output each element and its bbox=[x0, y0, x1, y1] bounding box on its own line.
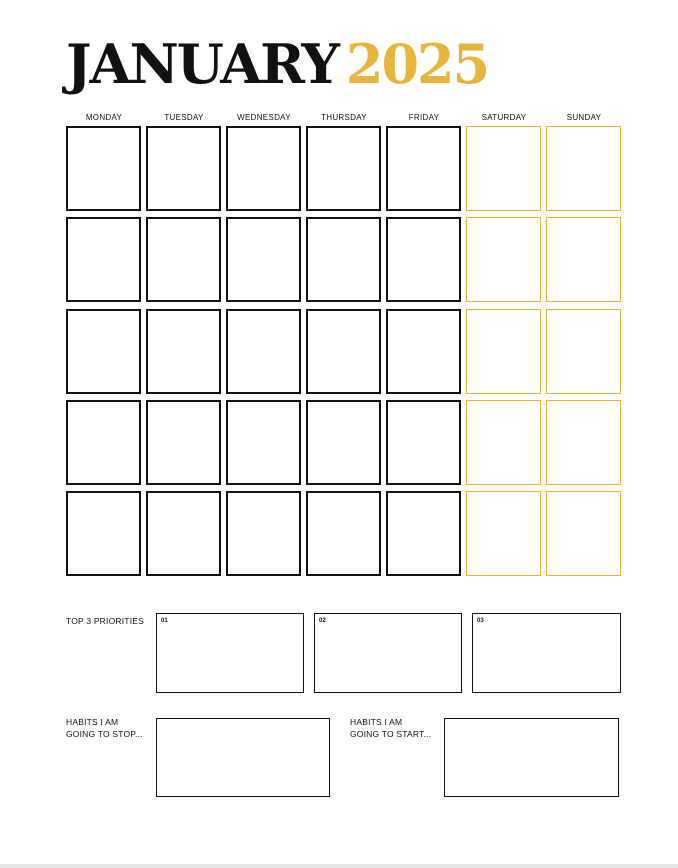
habits-stop-line1: HABITS I AM bbox=[66, 717, 119, 727]
calendar-day-cell[interactable] bbox=[226, 126, 301, 211]
habits-start-box[interactable] bbox=[444, 718, 619, 797]
calendar-day-cell[interactable] bbox=[466, 491, 541, 576]
calendar-day-cell[interactable] bbox=[226, 400, 301, 485]
weekday-label: MONDAY bbox=[85, 113, 123, 122]
weekday-label: THURSDAY bbox=[321, 113, 367, 122]
calendar-day-cell[interactable] bbox=[146, 491, 221, 576]
priority-box-1[interactable] bbox=[156, 613, 304, 693]
weekday-label: WEDNESDAY bbox=[237, 113, 291, 122]
weekday-label: SATURDAY bbox=[481, 113, 527, 122]
calendar-day-cell[interactable] bbox=[146, 400, 221, 485]
calendar-day-cell[interactable] bbox=[146, 126, 221, 211]
calendar-day-cell[interactable] bbox=[226, 309, 301, 394]
calendar-day-cell[interactable] bbox=[66, 491, 141, 576]
weekday-label: FRIDAY bbox=[408, 113, 440, 122]
page-title bbox=[66, 34, 488, 94]
calendar-day-cell[interactable] bbox=[146, 217, 221, 302]
title-month: JANUARY bbox=[66, 32, 338, 96]
calendar-day-cell[interactable] bbox=[306, 491, 381, 576]
habits-stop-box[interactable] bbox=[156, 718, 330, 797]
calendar-day-cell[interactable] bbox=[386, 309, 461, 394]
calendar-day-cell[interactable] bbox=[466, 217, 541, 302]
priorities-label: TOP 3 PRIORITIES bbox=[66, 616, 144, 626]
weekday-header bbox=[0, 113, 678, 127]
title-year: 2025 bbox=[345, 32, 489, 96]
calendar-day-cell[interactable] bbox=[546, 491, 621, 576]
priority-box-2[interactable] bbox=[314, 613, 462, 693]
calendar-day-cell[interactable] bbox=[66, 400, 141, 485]
calendar-day-cell[interactable] bbox=[386, 217, 461, 302]
calendar-day-cell[interactable] bbox=[66, 217, 141, 302]
calendar-day-cell[interactable] bbox=[466, 126, 541, 211]
weekday-label: SUNDAY bbox=[566, 113, 602, 122]
page-bottom-divider bbox=[0, 864, 678, 868]
calendar-day-cell[interactable] bbox=[386, 126, 461, 211]
calendar-day-cell[interactable] bbox=[66, 126, 141, 211]
priority-box-3[interactable] bbox=[472, 613, 621, 693]
calendar-day-cell[interactable] bbox=[466, 400, 541, 485]
habits-start-line2: GOING TO START... bbox=[350, 729, 432, 739]
calendar-day-cell[interactable] bbox=[306, 400, 381, 485]
calendar-day-cell[interactable] bbox=[386, 491, 461, 576]
calendar-day-cell[interactable] bbox=[386, 400, 461, 485]
calendar-day-cell[interactable] bbox=[66, 309, 141, 394]
priority-number: 01 bbox=[161, 618, 168, 624]
priority-number: 03 bbox=[477, 618, 484, 624]
calendar-day-cell[interactable] bbox=[306, 217, 381, 302]
habits-stop-label bbox=[66, 716, 143, 740]
calendar-day-cell[interactable] bbox=[306, 126, 381, 211]
habits-stop-line2: GOING TO STOP... bbox=[66, 729, 143, 739]
calendar-day-cell[interactable] bbox=[226, 217, 301, 302]
priority-number: 02 bbox=[319, 618, 326, 624]
habits-start-line1: HABITS I AM bbox=[350, 717, 403, 727]
calendar-day-cell[interactable] bbox=[146, 309, 221, 394]
calendar-day-cell[interactable] bbox=[546, 309, 621, 394]
calendar-day-cell[interactable] bbox=[546, 126, 621, 211]
calendar-day-cell[interactable] bbox=[466, 309, 541, 394]
habits-start-label bbox=[350, 716, 431, 740]
calendar-day-cell[interactable] bbox=[306, 309, 381, 394]
calendar-day-cell[interactable] bbox=[546, 400, 621, 485]
calendar-day-cell[interactable] bbox=[546, 217, 621, 302]
calendar-day-cell[interactable] bbox=[226, 491, 301, 576]
weekday-label: TUESDAY bbox=[164, 113, 204, 122]
